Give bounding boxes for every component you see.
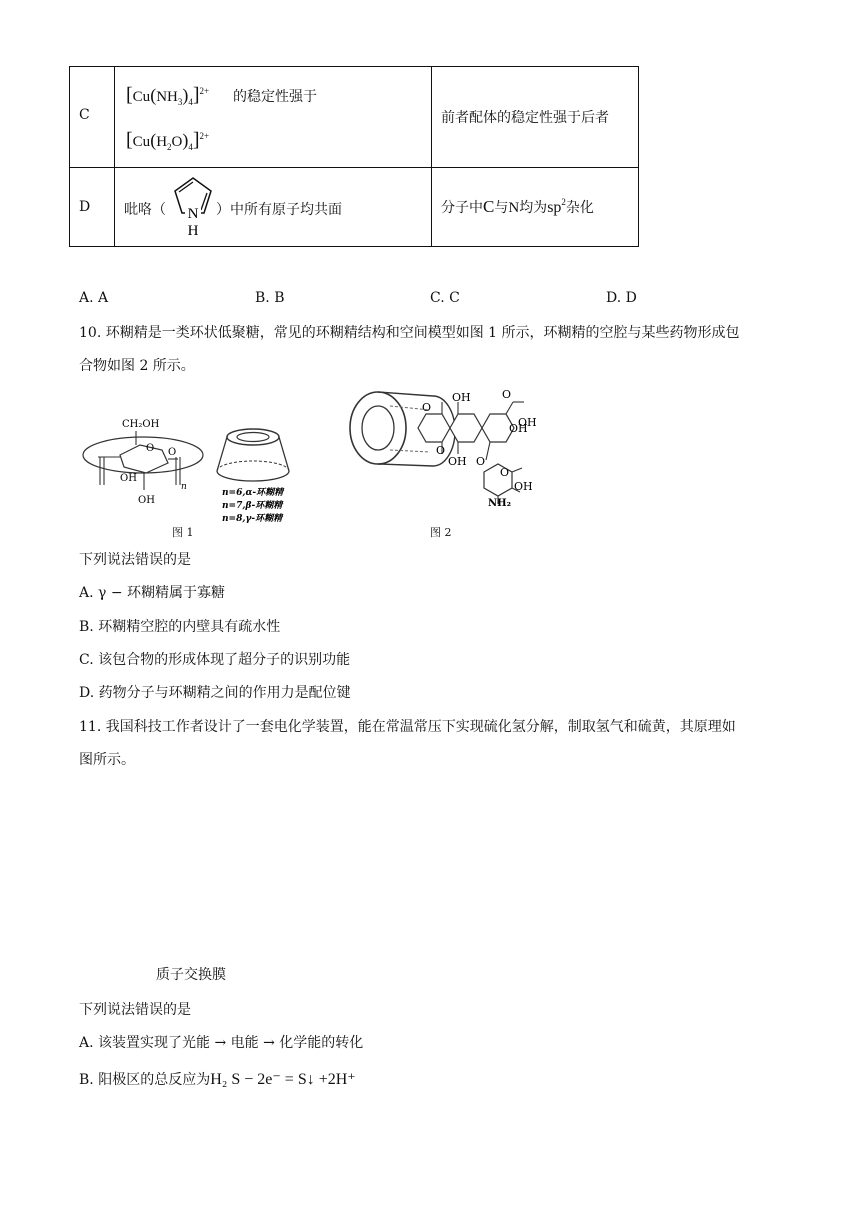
fig2-o5: O: [500, 466, 510, 479]
reason-suffix: 均为: [519, 200, 548, 216]
fig1-legend-alpha: n=6,α-环糊精: [222, 488, 284, 498]
cu-nh3-complex: $[Cu(NH_3)_4]^{2+}$: [126, 84, 210, 107]
q11-option-b-equation: H₂ S − 2e⁻ = S↓ +2H⁺: [210, 1071, 356, 1088]
figure-2-caption: 图 2: [430, 526, 452, 539]
row-d-prefix: 吡咯（: [124, 202, 166, 218]
q9-option-c[interactable]: C. C: [430, 290, 460, 306]
fig2-oh1: OH: [452, 391, 471, 404]
q10-prompt: 下列说法错误的是: [79, 552, 191, 568]
q10-option-d[interactable]: D. 药物分子与环糊精之间的作用力是配位键: [79, 685, 351, 701]
row-d-suffix: ）中所有原子均共面: [216, 202, 342, 218]
q10-option-a[interactable]: A. γ − 环糊精属于寡糖: [79, 585, 226, 601]
reason-c: C: [483, 197, 495, 216]
q11-prompt: 下列说法错误的是: [79, 1002, 191, 1018]
pyrrole-h-label: H: [187, 223, 199, 238]
q11-option-a[interactable]: A. 该装置实现了光能 → 电能 → 化学能的转化: [79, 1035, 364, 1051]
pyrrole-structure: [169, 172, 219, 238]
fig1-ch2oh: CH₂OH: [122, 419, 160, 430]
row-d-label: D: [79, 199, 91, 215]
fig2-nh2: NH₂: [488, 498, 511, 509]
q11-stem-line1: 11. 我国科技工作者设计了一套电化学装置，能在常温常压下实现硫化氢分解，制取氢气和硫黄，其原理如: [79, 719, 736, 735]
fig1-oh-left: OH: [120, 473, 137, 484]
reason-n: N: [508, 200, 520, 216]
answer-table: [69, 66, 639, 247]
fig2-oh4: OH: [448, 455, 467, 468]
fig2-oh3: OH: [509, 422, 528, 435]
q11-option-b[interactable]: [79, 1070, 356, 1090]
q9-option-b[interactable]: B. B: [255, 290, 285, 306]
pyrrole-n-label: N: [187, 206, 199, 222]
reason-sp: sp: [547, 199, 562, 216]
row-c-stability-text: 的稳定性强于: [233, 89, 317, 105]
fig2-o3: O: [436, 444, 446, 457]
q10-option-c[interactable]: C. 该包合物的形成体现了超分子的识别功能: [79, 652, 351, 668]
reason-sup: 2: [561, 197, 566, 207]
reason-prefix: 分子中: [441, 200, 483, 216]
q10-option-b[interactable]: B. 环糊精空腔的内壁具有疏水性: [79, 619, 281, 635]
fig1-legend-gamma: n=8,γ-环糊精: [222, 514, 283, 524]
q9-options: [0, 290, 860, 310]
row-c-reason: 前者配体的稳定性强于后者: [441, 110, 609, 126]
fig1-oh-bottom: OH: [138, 495, 155, 506]
fig2-oh5: OH: [514, 480, 533, 493]
figure-1-cyclodextrin: [80, 395, 295, 540]
reason-end: 杂化: [565, 200, 594, 216]
figure-1-caption: 图 1: [172, 526, 194, 539]
reason-mid: 与: [494, 200, 509, 216]
row-c-label: C: [79, 107, 90, 123]
q9-option-d[interactable]: D. D: [606, 290, 637, 306]
row-d-reason: [441, 197, 594, 217]
fig2-o2: O: [502, 388, 512, 401]
fig1-o-right: O: [168, 447, 177, 458]
q10-stem-line1: 10. 环糊精是一类环状低聚糖，常见的环糊精结构和空间模型如图 1 所示，环糊精的空腔与某些药物形成包: [79, 325, 740, 341]
q9-option-a[interactable]: A. A: [79, 290, 109, 306]
fig1-legend-beta: n=7,β-环糊精: [222, 501, 283, 511]
fig2-o1: O: [422, 401, 432, 414]
fig2-oh2: OH: [518, 416, 537, 429]
q11-option-b-prefix: B. 阳极区的总反应为: [79, 1072, 211, 1088]
fig1-o-ring: O: [146, 443, 155, 454]
q10-stem-line2: 合物如图 2 所示。: [79, 358, 195, 374]
fig1-n: n: [181, 482, 187, 492]
q11-figure-label: 质子交换膜: [156, 967, 226, 983]
cu-h2o-complex: $[Cu(H_2O)_4]^{2+}$: [126, 129, 210, 152]
figure-2-inclusion-complex: [338, 388, 538, 520]
fig2-o4: O: [476, 455, 486, 468]
q11-stem-line2: 图所示。: [79, 752, 135, 768]
